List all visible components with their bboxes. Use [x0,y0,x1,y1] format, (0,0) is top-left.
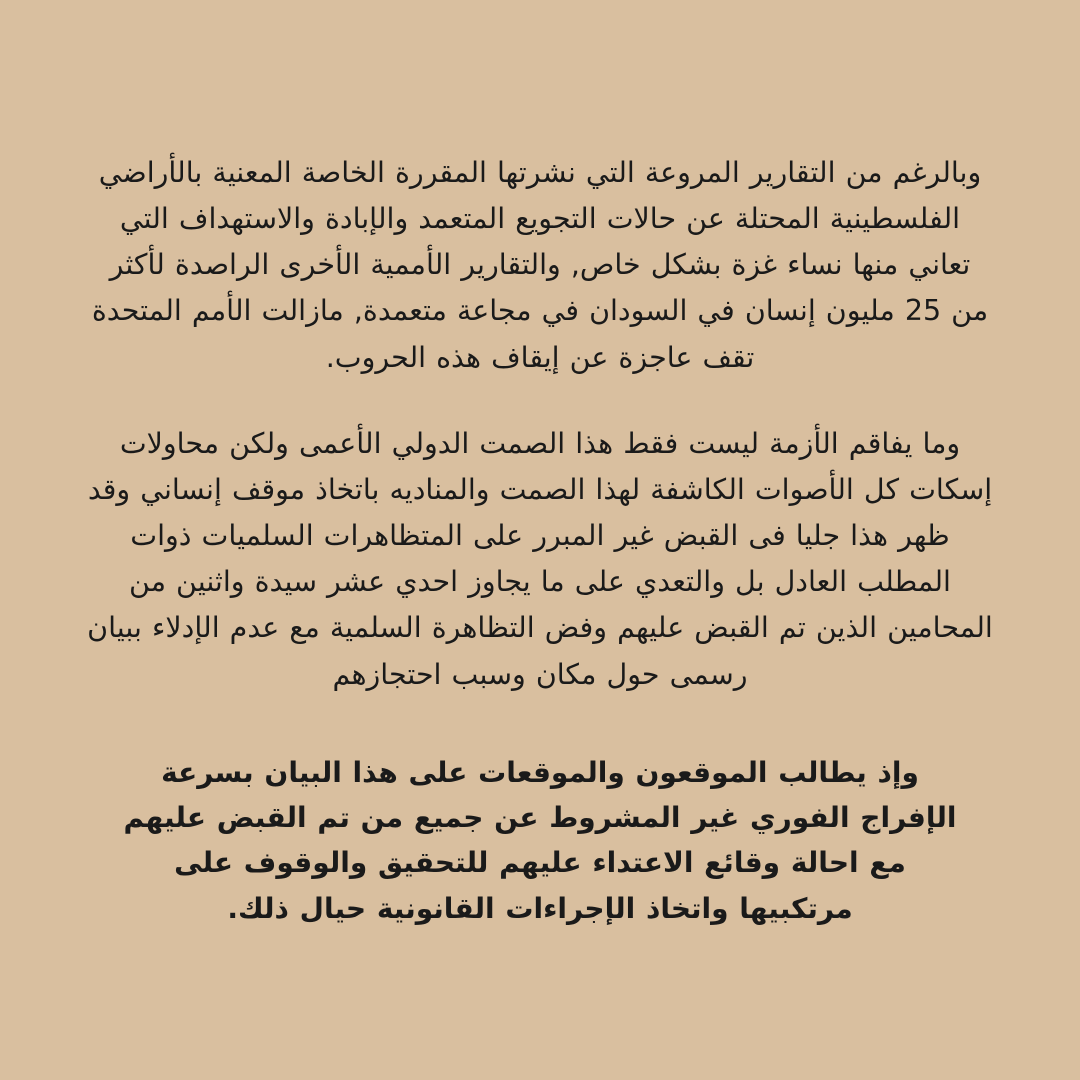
statement-body [85,150,995,931]
paragraph-3-demand: وإذ يطالب الموقعون والموقعات على هذا البيان بسرعة الإفراج الفوري غير المشروط عن جميع من تم القبض عليهم مع احالة وقائع الاعتداء عليهم للتحقيق والوقوف على مرتكبيها واتخاذ الإجراءات القانونية حيال ذلك. [123,755,957,925]
paragraph-2: وما يفاقم الأزمة ليست فقط هذا الصمت الدولي الأعمى ولكن محاولات إسكات كل الأصوات الكاشفة لهذا الصمت والمناديه باتخاذ موقف إنساني وقد ظهر هذا جليا فى القبض غير المبرر على المتظاهرات السلميات ذوات المطلب العادل بل والتعدي على ما يجاوز احدي عشر سيدة واثنين من المحامين الذين تم القبض عليهم وفض التظاهرة السلمية مع عدم الإدلاء ببيان رسمى حول مكان وسبب احتجازهم [87,426,993,691]
paragraph-1: وبالرغم من التقارير المروعة التي نشرتها المقررة الخاصة المعنية بالأراضي الفلسطينية المحتلة عن حالات التجويع المتعمد والإبادة والاستهداف التي تعاني منها نساء غزة بشكل خاص, والتقارير الأممية الأخرى الراصدة لأكثر من 25 مليون إنسان في السودان في مجاعة متعمدة, مازالت الأمم المتحدة تقف عاجزة عن إيقاف هذه الحروب. [91,156,989,374]
